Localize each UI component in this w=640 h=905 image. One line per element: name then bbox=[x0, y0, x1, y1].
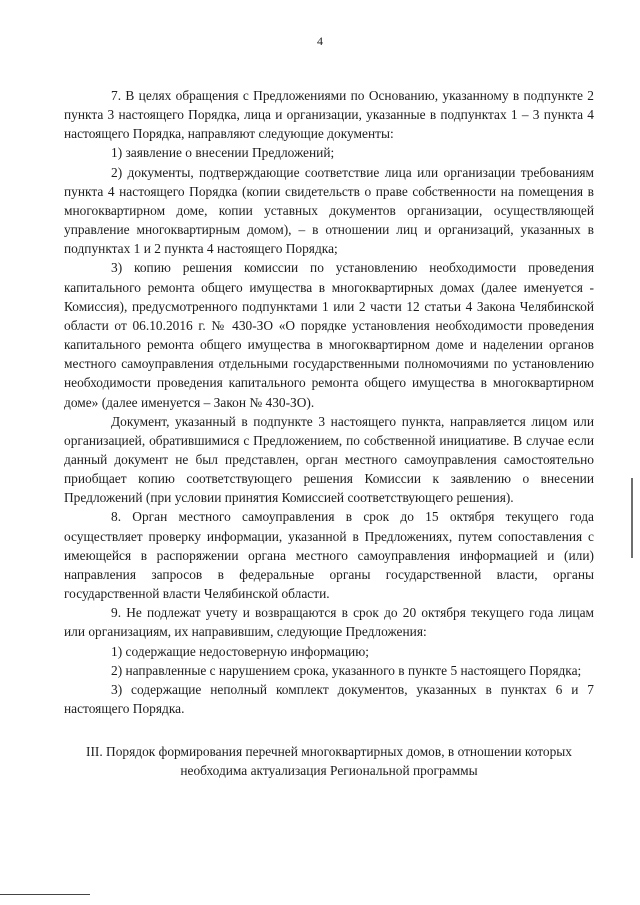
paragraph-item-7: 7. В целях обращения с Предложениями по Основанию, указанному в подпункте 2 пункта 3 настоящего Порядка, лица и организации, указанные в подпунктах 1 – 3 пункта 4 настоящего Порядка, направляют следующие документы: bbox=[64, 88, 594, 142]
paragraph-subitem-3: 3) копию решения комиссии по установлению необходимости проведения капитального ремонта общего имущества в многоквартирных домах (далее именуется - Комиссия), предусмотренного подпунктами 1 или 2 части 12 статьи 4 Закона Челябинской области от 06.10.2016 г. № 430-ЗО «О порядке установления необходимости проведения капитального ремонта общего имущества в многоквартирном доме и наделении органов местного самоуправления отдельными государственными полномочиями по установлению необходимости проведения капитального ремонта общего имущества в многоквартирном доме» (далее именуется – Закон № 430-ЗО). bbox=[64, 260, 594, 410]
paragraph-item-9-3: 3) содержащие неполный комплект документов, указанных в пунктах 6 и 7 настоящего Порядка. bbox=[64, 681, 594, 716]
paragraph-item-9-2: 2) направленные с нарушением срока, указанного в пункте 5 настоящего Порядка; bbox=[111, 662, 582, 678]
section-heading: III. Порядок формирования перечней многоквартирных домов, в отношении которых необходима актуализация Региональной программы bbox=[85, 744, 573, 779]
paragraph-item-9: 9. Не подлежат учету и возвращаются в срок до 20 октября текущего года лицам или организациям, их направившим, следующие Предложения: bbox=[64, 605, 594, 640]
page-number: 4 bbox=[317, 34, 323, 48]
paragraph-item-8: 8. Орган местного самоуправления в срок до 15 октября текущего года осуществляет проверку информации, указанной в Предложениях, путем сопоставления с имеющейся в распоряжении органа местного самоуправления информацией и (или) направления запросов в федеральные органы государственной власти, органы государственной власти Челябинской области. bbox=[64, 509, 594, 602]
document-body bbox=[64, 86, 594, 780]
paragraph-subitem-1: 1) заявление о внесении Предложений; bbox=[111, 145, 335, 161]
paragraph-subitem-2: 2) документы, подтверждающие соответствие лица или организации требованиям пункта 4 настоящего Порядка (копии свидетельств о праве собственности на помещения в многоквартирном доме, копии уставных документов организации, осуществляющей управление многоквартирным домом), – в отношении лиц и организаций, указанных в подпунктах 1 и 2 пункта 4 настоящего Порядка; bbox=[64, 164, 594, 257]
scan-edge-mark bbox=[631, 478, 633, 558]
footer-rule bbox=[0, 894, 90, 895]
paragraph-document-note: Документ, указанный в подпункте 3 настоящего пункта, направляется лицом или организацией, обратившимися с Предложением, по собственной инициативе. В случае если данный документ не был представлен, орган местного самоуправления самостоятельно приобщает копию соответствующего решения Комиссии к заявлению о внесении Предложений (при условии принятия Комиссией соответствующего решения). bbox=[64, 413, 594, 506]
paragraph-item-9-1: 1) содержащие недостоверную информацию; bbox=[111, 643, 369, 659]
